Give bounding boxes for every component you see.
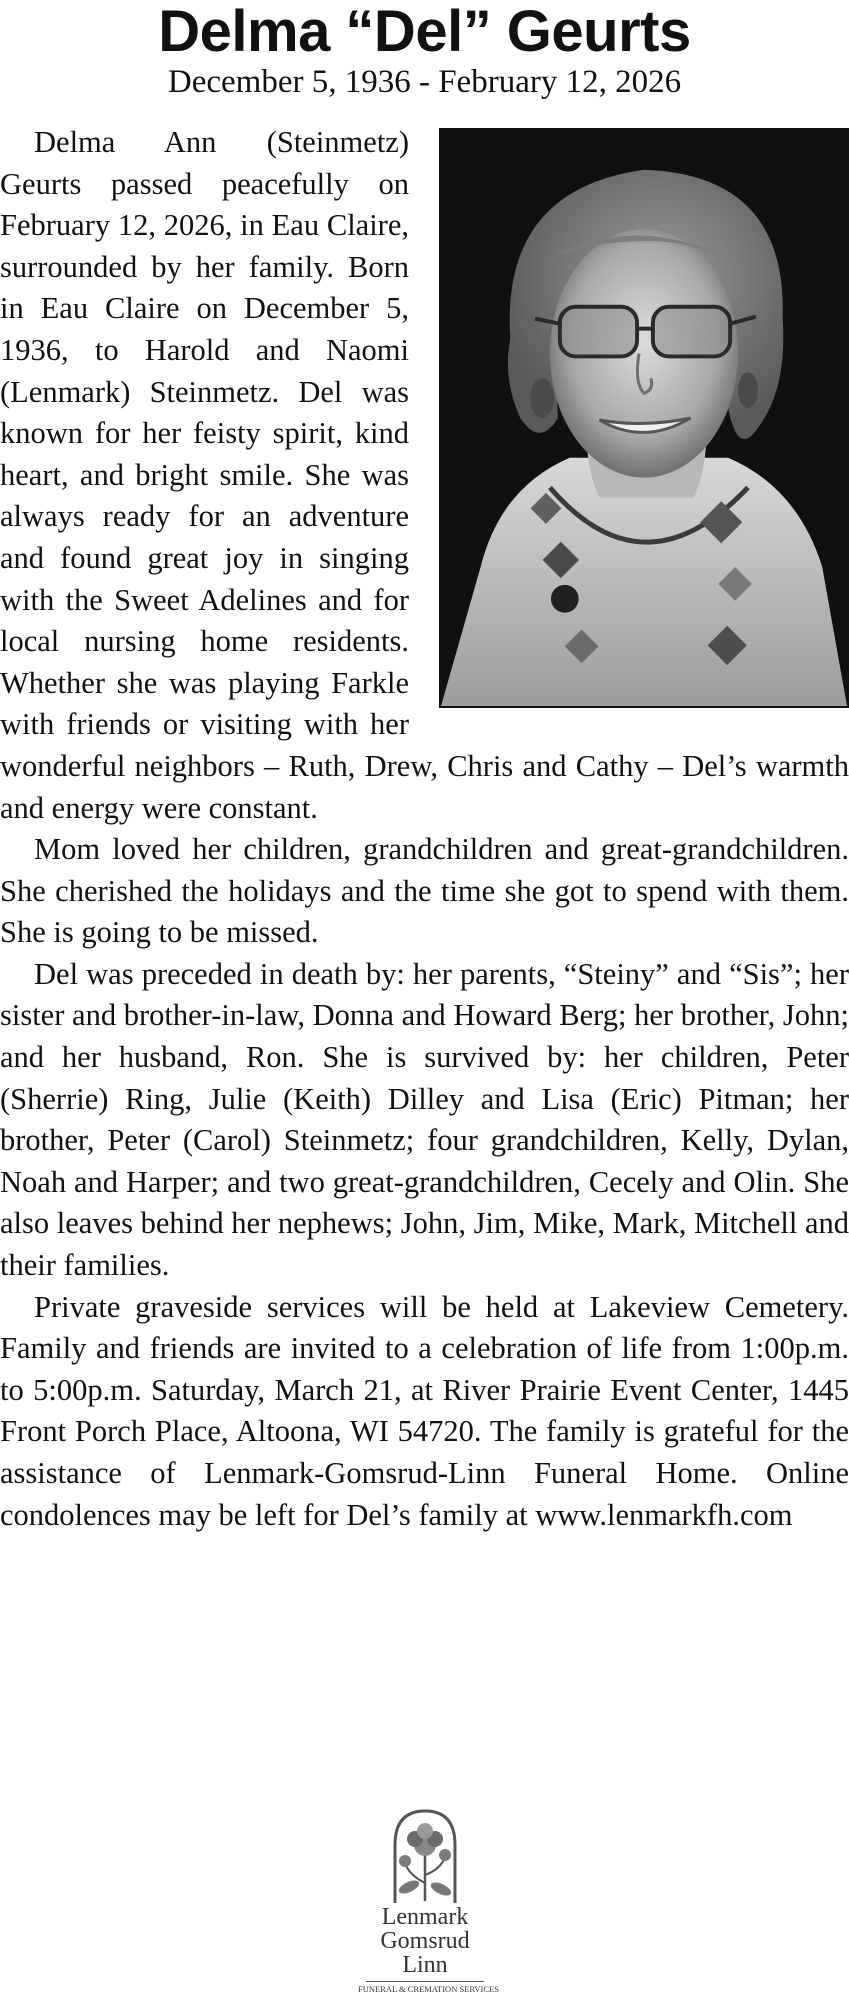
- logo-text-line: Gomsrud: [380, 1928, 470, 1954]
- funeral-home-logo: [358, 1805, 499, 1997]
- obituary-paragraph: Mom loved her children, grandchildren and great-grandchildren. She cherished the holidays and the time she got to spend with them. She is going to be missed.: [0, 832, 849, 950]
- obituary-name: Delma “Del” Geurts: [158, 0, 691, 64]
- portrait-illustration: [441, 130, 847, 706]
- logo-text-line: Linn: [402, 1952, 448, 1978]
- flower-arch-icon: [375, 1805, 475, 1905]
- logo-divider: [366, 1981, 484, 1982]
- life-dates: December 5, 1936 - February 12, 2026: [167, 64, 682, 100]
- obituary-paragraph: Private graveside services will be held at Lakeview Cemetery. Family and friends are invited to a celebration of life from 1:00p.m. to 5:00p.m. Saturday, March 21, at River Prairie Event Center, 1445 Front Porch Place, Altoona, WI 54720. The family is grateful for the assistance of Lenmark-Gomsrud-Linn Funeral Home. Online condolences may be left for Del’s family at www.lenmarkfh.com: [0, 1289, 849, 1532]
- logo-tagline: FUNERAL & CREMATION SERVICES: [358, 1984, 499, 1994]
- obituary-body: [0, 122, 849, 1536]
- portrait-photo: [439, 128, 849, 708]
- obituary-paragraph: Delma Ann (Steinmetz) Geurts passed peacefully on February 12, 2026, in Eau Claire, surrounded by her family. Born in Eau Claire on December 5, 1936, to Harold and Naomi (Lenmark) Steinmetz. Del was known for her feisty spirit, kind heart, and bright smile. She was always ready for an adventure and found great joy in singing with the Sweet Adelines and for local nursing home residents. Whether she was playing Farkle with friends or visiting with her wonderful neighbors – Ruth, Drew, Chris and Cathy – Del’s warmth and energy were constant.: [0, 125, 849, 825]
- obituary-paragraph: Del was preceded in death by: her parents, “Steiny” and “Sis”; her sister and brother-in-law, Donna and Howard Berg; her brother, John; and her husband, Ron. She is survived by: her children, Peter (Sherrie) Ring, Julie (Keith) Dilley and Lisa (Eric) Pitman; her brother, Peter (Carol) Steinmetz; four grandchildren, Kelly, Dylan, Noah and Harper; and two great-grandchildren, Cecely and Olin. She also leaves behind her nephews; John, Jim, Mike, Mark, Mitchell and their families.: [0, 956, 849, 1283]
- logo-text-line: Lenmark: [381, 1904, 469, 1930]
